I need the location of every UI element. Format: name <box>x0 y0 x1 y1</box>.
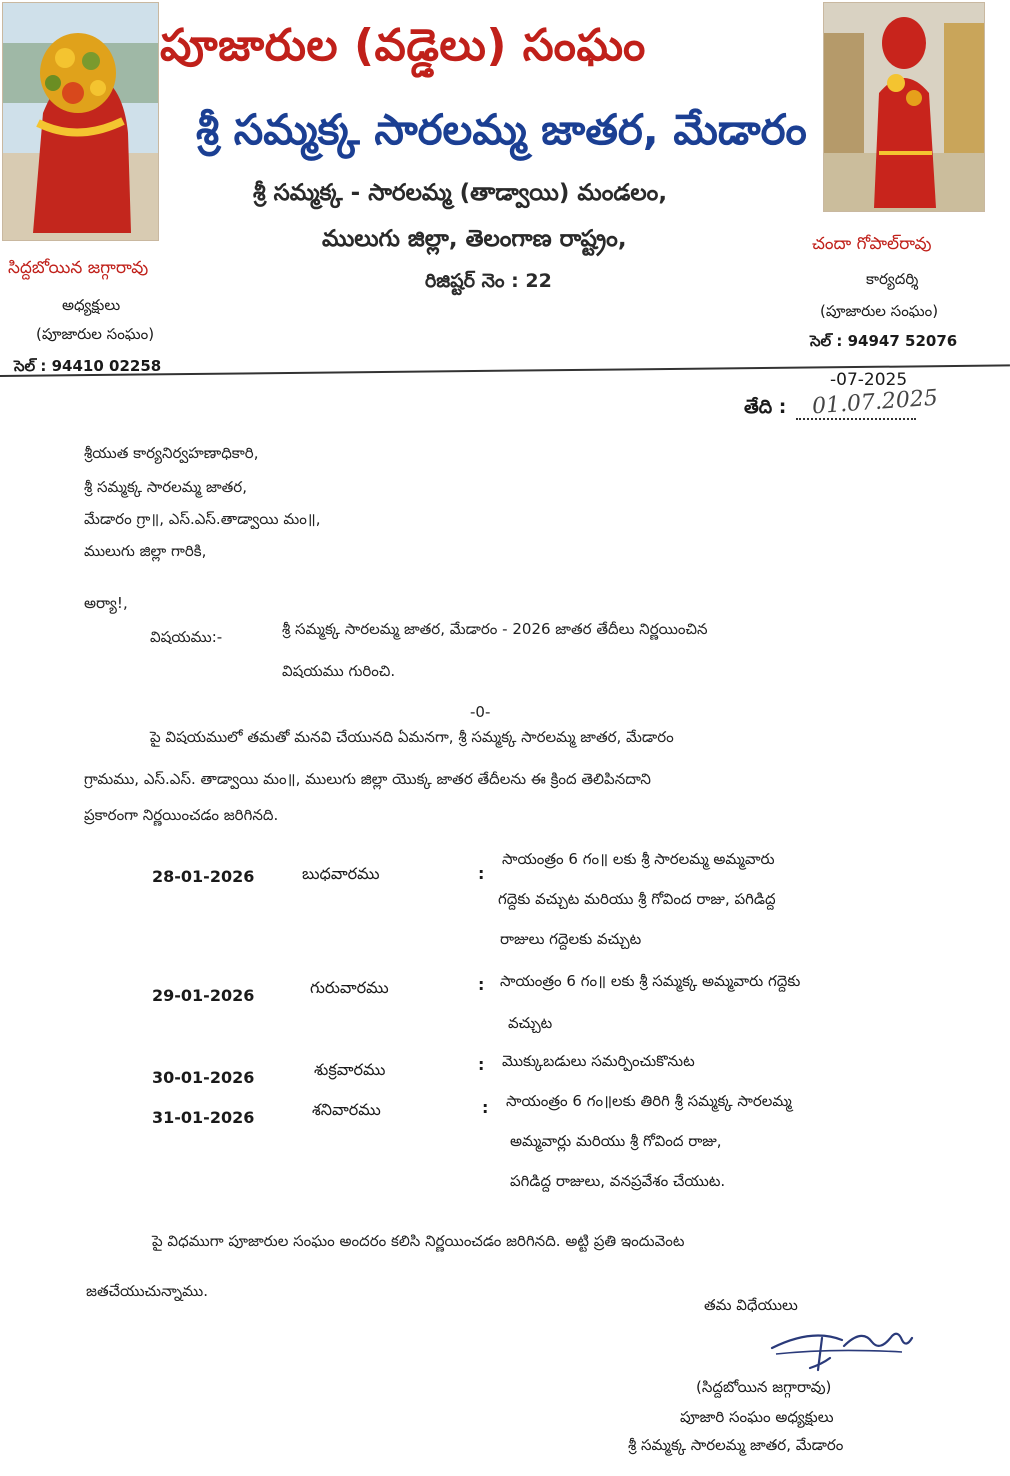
address-line: శ్రీయుత కార్యనిర్వహణాధికారి, <box>84 444 259 462</box>
schedule-day: బుధవారము <box>302 864 380 883</box>
schedule-colon: : <box>478 975 485 994</box>
president-role: అధ్యక్షులు <box>62 296 121 314</box>
conclusion-line: జతచేయుచున్నాము. <box>86 1282 209 1300</box>
district-line: ములుగు జిల్లా, తెలంగాణ రాష్ట్రం, <box>322 226 627 252</box>
conclusion-line: పై విధముగా పూజారుల సంఘం అందరం కలిసి నిర్ణయించడం జరిగినది. అట్టి ప్రతి ఇందువెంట <box>152 1232 685 1250</box>
schedule-text: వచ్చుట <box>508 1014 553 1032</box>
signatory-name: (సిద్దబోయిన జగ్గారావు) <box>696 1378 832 1396</box>
separator: -0- <box>470 703 491 721</box>
schedule-text: మొక్కుబడులు సమర్పించుకొనుట <box>502 1052 695 1070</box>
secretary-name: చందా గోపాల్‌రావు <box>812 234 932 254</box>
schedule-date: 30-01-2026 <box>152 1068 255 1087</box>
secretary-org: (పూజారుల సంఘం) <box>820 302 939 320</box>
schedule-date: 29-01-2026 <box>152 986 255 1005</box>
intro-line: గ్రామము, ఎస్.ఎస్. తాడ్వాయి మం॥, ములుగు జిల్లా యొక్క జాతర తేదీలను ఈ క్రింద తెలిపినదాని <box>84 770 651 788</box>
signatory-title: పూజారి సంఘం అధ్యక్షులు <box>680 1408 834 1426</box>
salutation: అర్యా!, <box>84 594 128 612</box>
intro-line: ప్రకారంగా నిర్ణయించడం జరిగినది. <box>84 806 279 824</box>
president-org: (పూజారుల సంఘం) <box>36 325 155 343</box>
handwritten-date: 01.07.2025 <box>811 385 939 420</box>
schedule-text: సాయంత్రం 6 గం॥ లకు శ్రీ సమ్మక్క అమ్మవారు గద్దెకు <box>500 972 801 990</box>
jathara-title: శ్రీ సమ్మక్క సారలమ్మ జాతర, మేడారం <box>196 105 807 154</box>
schedule-text: సాయంత్రం 6 గం॥ లకు శ్రీ సారలమ్మ అమ్మవారు <box>502 850 775 868</box>
secretary-role: కార్యదర్శి <box>866 270 919 288</box>
deity-photo-right <box>823 2 985 212</box>
address-line: ములుగు జిల్లా గారికి, <box>84 542 207 560</box>
date-label: తేది : <box>744 396 787 418</box>
schedule-colon: : <box>478 1055 485 1074</box>
address-line: మేడారం గ్రా॥, ఎస్.ఎస్.తాడ్వాయి మం॥, <box>84 510 321 528</box>
signatory-org: శ్రీ సమ్మక్క సారలమ్మ జాతర, మేడారం <box>628 1436 844 1454</box>
secretary-cell: సెల్ : 94947 52076 <box>810 332 958 350</box>
schedule-day: శనివారము <box>312 1100 381 1119</box>
address-line: శ్రీ సమ్మక్క సారలమ్మ జాతర, <box>84 478 247 496</box>
intro-line: పై విషయములో తమతో మనవి చేయునది ఏమనగా, శ్రీ సమ్మక్క సారలమ్మ జాతర, మేడారం <box>150 728 674 746</box>
subject-label: విషయము:- <box>150 628 223 646</box>
org-title: పూజారుల (వడ్డెలు) సంఘం <box>160 20 646 71</box>
schedule-text: రాజులు గద్దెలకు వచ్చుట <box>500 930 642 948</box>
schedule-colon: : <box>482 1098 489 1117</box>
schedule-date: 28-01-2026 <box>152 867 255 886</box>
subject-line-1: శ్రీ సమ్మక్క సారలమ్మ జాతర, మేడారం - 2026 జాతర తేదీలు నిర్ణయించిన <box>282 620 708 638</box>
president-name: సిద్దబోయిన జగ్గారావు <box>8 258 149 278</box>
schedule-day: శుక్రవారము <box>314 1060 386 1079</box>
schedule-text: గద్దెకు వచ్చుట మరియు శ్రీ గోవింద రాజు, పగిడిద్ద <box>498 890 776 908</box>
president-cell: సెల్ : 94410 02258 <box>14 357 162 375</box>
valediction: తమ విధేయులు <box>704 1296 798 1314</box>
schedule-text: సాయంత్రం 6 గం॥లకు తిరిగి శ్రీ సమ్మక్క సారలమ్మ <box>506 1092 792 1110</box>
schedule-date: 31-01-2026 <box>152 1108 255 1127</box>
schedule-text: పగిడిద్ద రాజులు, వనప్రవేశం చేయుట. <box>510 1172 726 1190</box>
printed-date: -07-2025 <box>830 370 908 390</box>
deity-photo-left <box>2 2 159 241</box>
schedule-day: గురువారము <box>310 978 389 997</box>
schedule-colon: : <box>478 864 485 883</box>
handwritten-signature <box>752 1318 922 1382</box>
schedule-text: అమ్మవార్లు మరియు శ్రీ గోవింద రాజు, <box>510 1132 722 1150</box>
mandal-line: శ్రీ సమ్మక్క - సారలమ్మ (తాడ్వాయి) మండలం, <box>253 180 668 206</box>
register-number: రిజిష్టర్ నెం : 22 <box>425 270 552 292</box>
subject-line-2: విషయము గురించి. <box>282 662 396 680</box>
